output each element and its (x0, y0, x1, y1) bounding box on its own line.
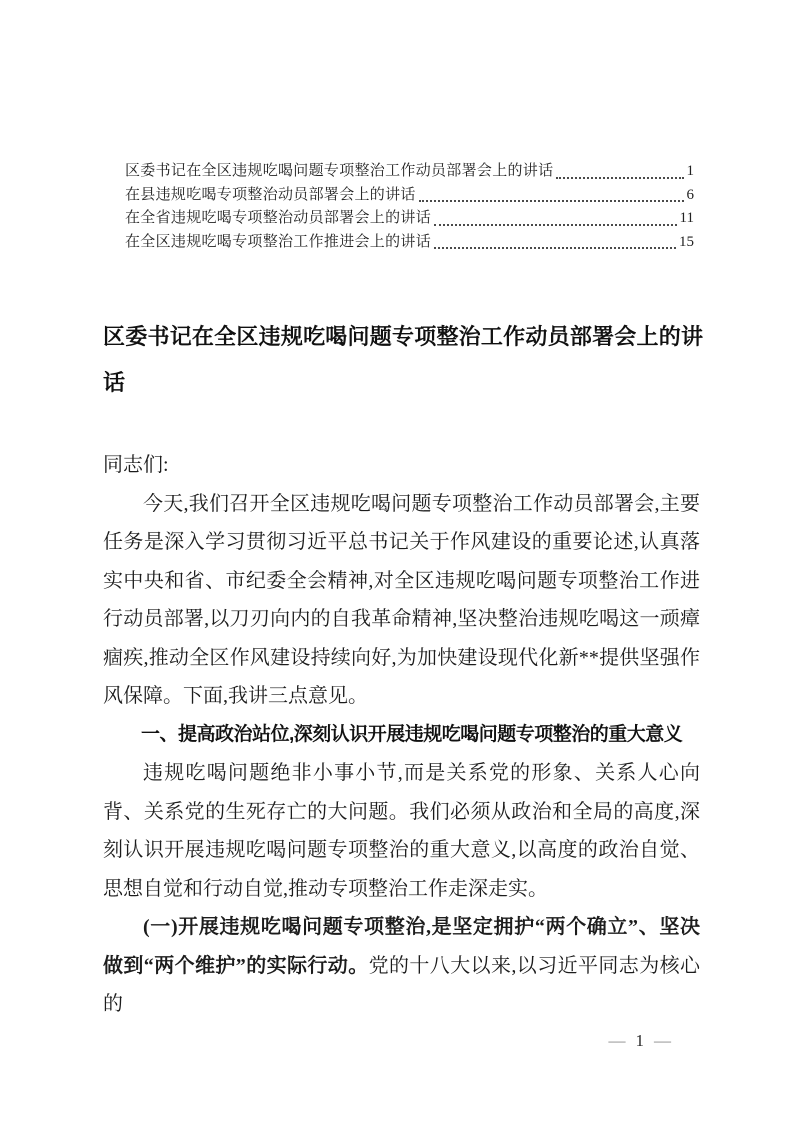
toc-entry[interactable] (125, 184, 694, 208)
toc-entry[interactable] (125, 207, 694, 231)
footer-dash-left: — (608, 1031, 626, 1050)
table-of-contents (125, 160, 694, 254)
toc-entry-title: 区委书记在全区违规吃喝问题专项整治工作动员部署会上的讲话 (125, 163, 554, 179)
toc-leader-dots (556, 177, 683, 179)
toc-page-number: 1 (686, 163, 694, 179)
paragraph-point1-continuation: 党的十八大以来,以习近平同志为核心的 (103, 954, 701, 1015)
toc-page-number: 15 (679, 233, 694, 250)
paragraph-intro: 今天,我们召开全区违规吃喝问题专项整治工作动员部署会,主要任务是深入学习贯彻习近平总书记关于作风建设的重要论述,认真落实中央和省、市纪委全会精神,对全区违规吃喝问题专项整治工作进行动员部署,以刀刃向内的自我革命精神,坚决整治违规吃喝这一顽瘴痼疾,推动全区作风建设持续向好,为加快建设现代化新**提供坚强作风保障。下面,我讲三点意见。 (103, 492, 700, 707)
toc-leader-dots (434, 247, 676, 249)
toc-entry[interactable] (125, 160, 694, 184)
page-number: 1 (635, 1031, 644, 1050)
paragraph-point1-lead: (一)开展违规吃喝问题专项整治,是坚定拥护“两个确立”、坚决做到“两个维护”的实际行动。 (103, 916, 700, 977)
toc-leader-dots (419, 200, 684, 202)
footer-dash-right: — (654, 1031, 671, 1050)
toc-page-number: 6 (686, 186, 694, 203)
article-body (103, 446, 700, 1024)
toc-entry-title: 在全区违规吃喝专项整治工作推进会上的讲话 (125, 233, 432, 250)
toc-leader-dots (434, 224, 677, 226)
toc-entry-title: 在全省违规吃喝专项整治动员部署会上的讲话 (125, 210, 432, 226)
toc-page-number: 11 (679, 210, 694, 226)
toc-entry[interactable] (125, 231, 694, 255)
page-footer (609, 1030, 672, 1052)
article-title: 区委书记在全区违规吃喝问题专项整治工作动员部署会上的讲话 (103, 323, 703, 395)
toc-entry-title: 在县违规吃喝专项整治动员部署会上的讲话 (125, 186, 416, 203)
paragraph-point1 (103, 908, 700, 1024)
paragraph-significance: 违规吃喝问题绝非小事小节,而是关系党的形象、关系人心向背、关系党的生死存亡的大问题。我们必须从政治和全局的高度,深刻认识开展违规吃喝问题专项整治的重大意义,以高度的政治自觉、思想自觉和行动自觉,推动专项整治工作走深走实。 (103, 762, 700, 900)
section-heading-1: 一、提高政治站位,深刻认识开展违规吃喝问题专项整治的重大意义 (141, 723, 683, 745)
salutation: 同志们: (103, 454, 169, 476)
